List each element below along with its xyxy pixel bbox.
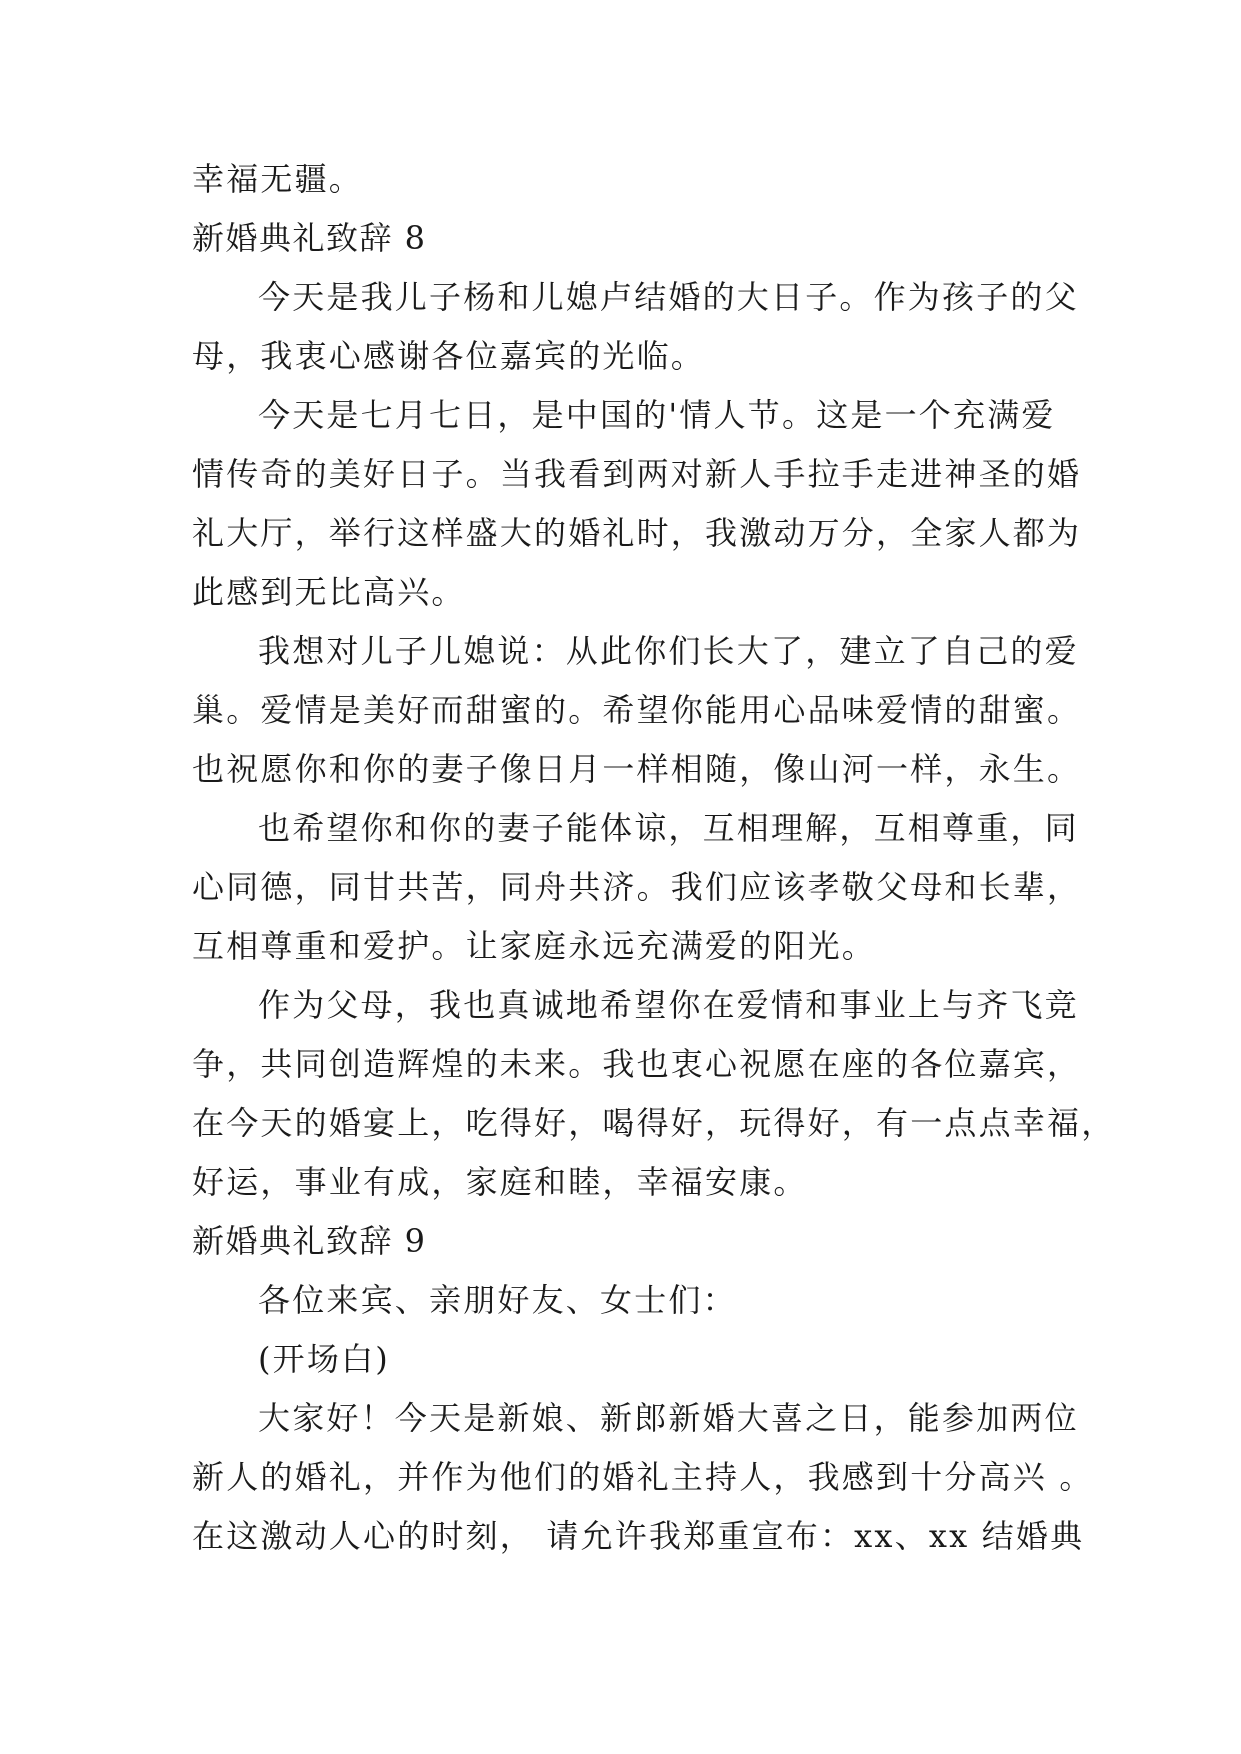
- paragraph-line: 争，共同创造辉煌的未来。我也衷心祝愿在座的各位嘉宾，: [192, 1045, 1082, 1083]
- paragraph-line: 互相尊重和爱护。让家庭永远充满爱的阳光。: [192, 927, 877, 965]
- salutation-line: 各位来宾、亲朋好友、女士们：: [258, 1281, 737, 1319]
- paragraph-line: (开场白): [258, 1340, 390, 1378]
- paragraph-line: 礼大厅，举行这样盛大的婚礼时，我激动万分，全家人都为: [192, 514, 1082, 552]
- paragraph-line: 今天是我儿子杨和儿媳卢结婚的大日子。作为孩子的父: [258, 278, 1079, 316]
- section-heading: 新婚典礼致辞 9: [192, 1222, 427, 1260]
- section-heading: 新婚典礼致辞 8: [192, 219, 427, 257]
- paragraph-line: 巢。爱情是美好而甜蜜的。希望你能用心品味爱情的甜蜜。: [192, 691, 1082, 729]
- paragraph-line: 心同德，同甘共苦，同舟共济。我们应该孝敬父母和长辈，: [192, 868, 1082, 906]
- paragraph-line: 母，我衷心感谢各位嘉宾的光临。: [192, 337, 706, 375]
- paragraph-line: 也祝愿你和你的妻子像日月一样相随，像山河一样，永生。: [192, 750, 1082, 788]
- paragraph-line: 我想对儿子儿媳说：从此你们长大了，建立了自己的爱: [258, 632, 1079, 670]
- paragraph-line: 此感到无比高兴。: [192, 573, 466, 611]
- paragraph-line: 大家好！今天是新娘、新郎新婚大喜之日，能参加两位: [258, 1399, 1079, 1437]
- paragraph-line: 情传奇的美好日子。当我看到两对新人手拉手走进神圣的婚: [192, 455, 1082, 493]
- paragraph-line: 今天是七月七日，是中国的'情人节。这是一个充满爱: [258, 396, 1056, 434]
- paragraph-line: 在今天的婚宴上，吃得好，喝得好，玩得好，有一点点幸福，: [192, 1104, 1116, 1142]
- paragraph-line: 幸福无疆。: [192, 160, 364, 198]
- paragraph-line: 新人的婚礼，并作为他们的婚礼主持人，我感到十分高兴 。: [192, 1458, 1094, 1496]
- paragraph-line: 也希望你和你的妻子能体谅，互相理解，互相尊重，同: [258, 809, 1079, 847]
- paragraph-line: 在这激动人心的时刻， 请允许我郑重宣布：xx、xx 结婚典: [192, 1517, 1085, 1555]
- paragraph-line: 好运，事业有成，家庭和睦，幸福安康。: [192, 1163, 808, 1201]
- document-page: [192, 150, 1116, 1566]
- paragraph-line: 作为父母，我也真诚地希望你在爱情和事业上与齐飞竞: [258, 986, 1079, 1024]
